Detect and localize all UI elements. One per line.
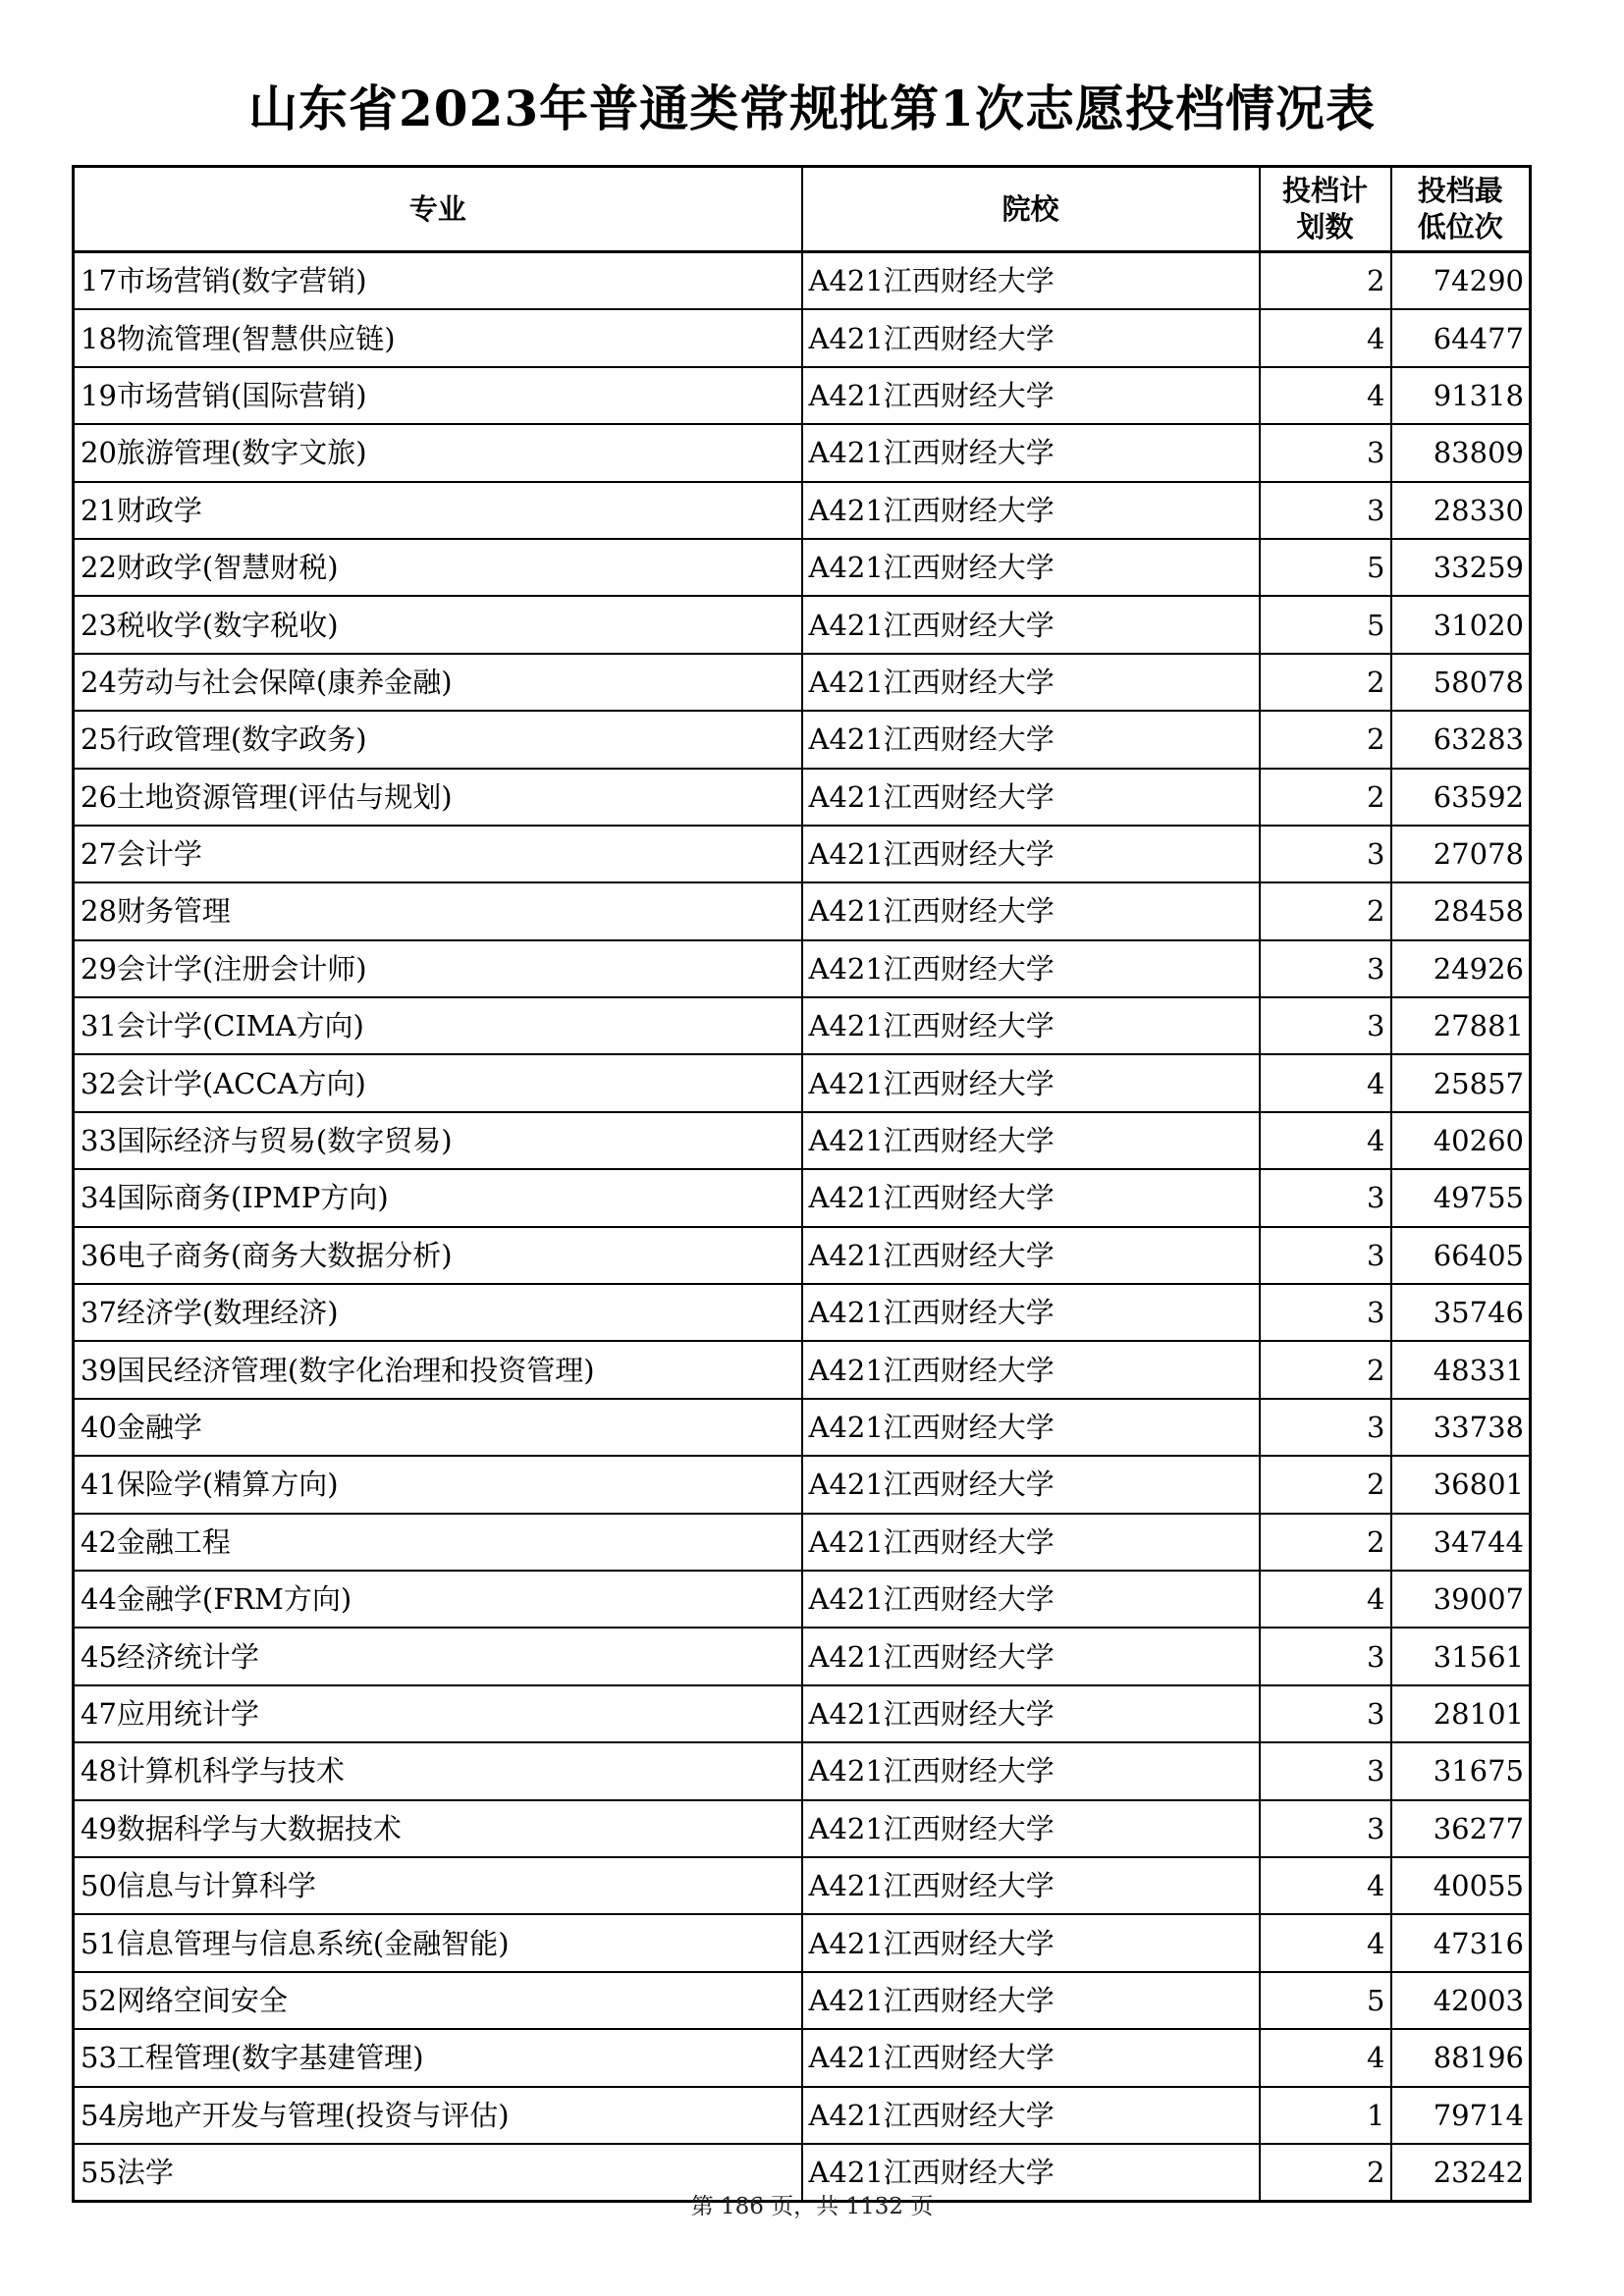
min-rank-cell: 25857 xyxy=(1391,1054,1531,1111)
major-cell: 23税收学(数字税收) xyxy=(74,596,802,653)
plan-count-cell: 3 xyxy=(1260,826,1391,882)
min-rank-cell: 34744 xyxy=(1391,1514,1531,1571)
major-cell: 44金融学(FRM方向) xyxy=(74,1571,802,1628)
min-rank-cell: 91318 xyxy=(1391,367,1531,424)
min-rank-cell: 48331 xyxy=(1391,1341,1531,1398)
min-rank-cell: 66405 xyxy=(1391,1227,1531,1284)
major-cell: 27会计学 xyxy=(74,826,802,882)
header-major: 专业 xyxy=(74,167,802,252)
school-cell: A421江西财经大学 xyxy=(802,1914,1260,1971)
header-school: 院校 xyxy=(802,167,1260,252)
header-rank-line1: 投档最 xyxy=(1417,174,1503,207)
table-row xyxy=(74,1914,1531,1971)
table-row xyxy=(74,424,1531,481)
school-cell: A421江西财经大学 xyxy=(802,1456,1260,1513)
plan-count-cell: 3 xyxy=(1260,1169,1391,1226)
table-row xyxy=(74,826,1531,882)
plan-count-cell: 4 xyxy=(1260,1914,1391,1971)
table-body xyxy=(74,252,1531,2202)
header-plan-line1: 投档计 xyxy=(1281,174,1368,207)
header-rank-line2: 低位次 xyxy=(1417,210,1503,243)
major-cell: 48计算机科学与技术 xyxy=(74,1742,802,1799)
school-cell: A421江西财经大学 xyxy=(802,1571,1260,1628)
major-cell: 49数据科学与大数据技术 xyxy=(74,1800,802,1857)
major-cell: 28财务管理 xyxy=(74,882,802,939)
school-cell: A421江西财经大学 xyxy=(802,2029,1260,2086)
major-cell: 45经济统计学 xyxy=(74,1628,802,1684)
min-rank-cell: 36801 xyxy=(1391,1456,1531,1513)
plan-count-cell: 3 xyxy=(1260,1800,1391,1857)
school-cell: A421江西财经大学 xyxy=(802,1054,1260,1111)
major-cell: 22财政学(智慧财税) xyxy=(74,539,802,596)
major-cell: 42金融工程 xyxy=(74,1514,802,1571)
table-header xyxy=(74,167,1531,252)
min-rank-cell: 28458 xyxy=(1391,882,1531,939)
plan-count-cell: 3 xyxy=(1260,424,1391,481)
school-cell: A421江西财经大学 xyxy=(802,654,1260,711)
table-row xyxy=(74,1685,1531,1742)
min-rank-cell: 64477 xyxy=(1391,309,1531,366)
school-cell: A421江西财经大学 xyxy=(802,826,1260,882)
min-rank-cell: 58078 xyxy=(1391,654,1531,711)
plan-count-cell: 3 xyxy=(1260,1742,1391,1799)
plan-count-cell: 2 xyxy=(1260,2144,1391,2202)
min-rank-cell: 47316 xyxy=(1391,1914,1531,1971)
table-row xyxy=(74,2029,1531,2086)
table-row xyxy=(74,1742,1531,1799)
table-row xyxy=(74,654,1531,711)
school-cell: A421江西财经大学 xyxy=(802,1341,1260,1398)
min-rank-cell: 35746 xyxy=(1391,1284,1531,1341)
school-cell: A421江西财经大学 xyxy=(802,596,1260,653)
plan-count-cell: 5 xyxy=(1260,596,1391,653)
table-row xyxy=(74,1857,1531,1914)
page-number-footer: 第 186 页，共 1132 页 xyxy=(690,2194,934,2219)
major-cell: 50信息与计算科学 xyxy=(74,1857,802,1914)
plan-count-cell: 2 xyxy=(1260,711,1391,768)
table-row xyxy=(74,1628,1531,1684)
table-row xyxy=(74,539,1531,596)
min-rank-cell: 40260 xyxy=(1391,1112,1531,1169)
plan-count-cell: 2 xyxy=(1260,1456,1391,1513)
min-rank-cell: 31020 xyxy=(1391,596,1531,653)
major-cell: 18物流管理(智慧供应链) xyxy=(74,309,802,366)
table-row xyxy=(74,997,1531,1054)
table-row xyxy=(74,940,1531,997)
school-cell: A421江西财经大学 xyxy=(802,1284,1260,1341)
school-cell: A421江西财经大学 xyxy=(802,1399,1260,1456)
table-row xyxy=(74,1169,1531,1226)
major-cell: 33国际经济与贸易(数字贸易) xyxy=(74,1112,802,1169)
min-rank-cell: 36277 xyxy=(1391,1800,1531,1857)
major-cell: 47应用统计学 xyxy=(74,1685,802,1742)
plan-count-cell: 2 xyxy=(1260,882,1391,939)
major-cell: 36电子商务(商务大数据分析) xyxy=(74,1227,802,1284)
major-cell: 39国民经济管理(数字化治理和投资管理) xyxy=(74,1341,802,1398)
min-rank-cell: 24926 xyxy=(1391,940,1531,997)
plan-count-cell: 4 xyxy=(1260,1571,1391,1628)
plan-count-cell: 2 xyxy=(1260,252,1391,310)
school-cell: A421江西财经大学 xyxy=(802,367,1260,424)
min-rank-cell: 27881 xyxy=(1391,997,1531,1054)
school-cell: A421江西财经大学 xyxy=(802,1857,1260,1914)
major-cell: 55法学 xyxy=(74,2144,802,2202)
plan-count-cell: 3 xyxy=(1260,482,1391,539)
plan-count-cell: 2 xyxy=(1260,654,1391,711)
school-cell: A421江西财经大学 xyxy=(802,997,1260,1054)
major-cell: 20旅游管理(数字文旅) xyxy=(74,424,802,481)
plan-count-cell: 2 xyxy=(1260,1341,1391,1398)
plan-count-cell: 4 xyxy=(1260,367,1391,424)
min-rank-cell: 42003 xyxy=(1391,1972,1531,2029)
min-rank-cell: 88196 xyxy=(1391,2029,1531,2086)
major-cell: 26土地资源管理(评估与规划) xyxy=(74,769,802,826)
major-cell: 51信息管理与信息系统(金融智能) xyxy=(74,1914,802,1971)
major-cell: 29会计学(注册会计师) xyxy=(74,940,802,997)
plan-count-cell: 3 xyxy=(1260,940,1391,997)
table-row xyxy=(74,1341,1531,1398)
plan-count-cell: 4 xyxy=(1260,1112,1391,1169)
major-cell: 37经济学(数理经济) xyxy=(74,1284,802,1341)
admission-table xyxy=(72,165,1532,2203)
plan-count-cell: 4 xyxy=(1260,309,1391,366)
plan-count-cell: 3 xyxy=(1260,1284,1391,1341)
min-rank-cell: 23242 xyxy=(1391,2144,1531,2202)
major-cell: 25行政管理(数字政务) xyxy=(74,711,802,768)
min-rank-cell: 28330 xyxy=(1391,482,1531,539)
school-cell: A421江西财经大学 xyxy=(802,711,1260,768)
min-rank-cell: 31561 xyxy=(1391,1628,1531,1684)
table-row xyxy=(74,596,1531,653)
table-row xyxy=(74,1054,1531,1111)
table-row xyxy=(74,882,1531,939)
min-rank-cell: 49755 xyxy=(1391,1169,1531,1226)
page-title: 山东省2023年普通类常规批第1次志愿投档情况表 xyxy=(248,80,1376,137)
min-rank-cell: 79714 xyxy=(1391,2087,1531,2144)
school-cell: A421江西财经大学 xyxy=(802,2087,1260,2144)
school-cell: A421江西财经大学 xyxy=(802,539,1260,596)
table-row xyxy=(74,1800,1531,1857)
table-row xyxy=(74,1456,1531,1513)
plan-count-cell: 2 xyxy=(1260,769,1391,826)
major-cell: 34国际商务(IPMP方向) xyxy=(74,1169,802,1226)
min-rank-cell: 28101 xyxy=(1391,1685,1531,1742)
plan-count-cell: 5 xyxy=(1260,1972,1391,2029)
school-cell: A421江西财经大学 xyxy=(802,1685,1260,1742)
plan-count-cell: 5 xyxy=(1260,539,1391,596)
school-cell: A421江西财经大学 xyxy=(802,2144,1260,2202)
table-row xyxy=(74,1112,1531,1169)
table-row xyxy=(74,1399,1531,1456)
min-rank-cell: 74290 xyxy=(1391,252,1531,310)
plan-count-cell: 3 xyxy=(1260,1399,1391,1456)
school-cell: A421江西财经大学 xyxy=(802,769,1260,826)
school-cell: A421江西财经大学 xyxy=(802,1169,1260,1226)
school-cell: A421江西财经大学 xyxy=(802,882,1260,939)
plan-count-cell: 3 xyxy=(1260,1227,1391,1284)
min-rank-cell: 31675 xyxy=(1391,1742,1531,1799)
school-cell: A421江西财经大学 xyxy=(802,424,1260,481)
table-row xyxy=(74,1514,1531,1571)
school-cell: A421江西财经大学 xyxy=(802,252,1260,310)
school-cell: A421江西财经大学 xyxy=(802,1112,1260,1169)
table-row xyxy=(74,252,1531,310)
min-rank-cell: 40055 xyxy=(1391,1857,1531,1914)
school-cell: A421江西财经大学 xyxy=(802,1227,1260,1284)
table-row xyxy=(74,2087,1531,2144)
table-row xyxy=(74,1227,1531,1284)
plan-count-cell: 3 xyxy=(1260,997,1391,1054)
table-row xyxy=(74,1972,1531,2029)
plan-count-cell: 4 xyxy=(1260,2029,1391,2086)
plan-count-cell: 1 xyxy=(1260,2087,1391,2144)
major-cell: 54房地产开发与管理(投资与评估) xyxy=(74,2087,802,2144)
school-cell: A421江西财经大学 xyxy=(802,1514,1260,1571)
min-rank-cell: 27078 xyxy=(1391,826,1531,882)
major-cell: 19市场营销(国际营销) xyxy=(74,367,802,424)
plan-count-cell: 2 xyxy=(1260,1514,1391,1571)
table-row xyxy=(74,1284,1531,1341)
min-rank-cell: 63283 xyxy=(1391,711,1531,768)
min-rank-cell: 33259 xyxy=(1391,539,1531,596)
plan-count-cell: 4 xyxy=(1260,1054,1391,1111)
min-rank-cell: 39007 xyxy=(1391,1571,1531,1628)
major-cell: 24劳动与社会保障(康养金融) xyxy=(74,654,802,711)
table-row xyxy=(74,711,1531,768)
table-row xyxy=(74,769,1531,826)
major-cell: 32会计学(ACCA方向) xyxy=(74,1054,802,1111)
major-cell: 17市场营销(数字营销) xyxy=(74,252,802,310)
plan-count-cell: 4 xyxy=(1260,1857,1391,1914)
min-rank-cell: 83809 xyxy=(1391,424,1531,481)
table-row xyxy=(74,367,1531,424)
major-cell: 52网络空间安全 xyxy=(74,1972,802,2029)
table-row xyxy=(74,309,1531,366)
school-cell: A421江西财经大学 xyxy=(802,1742,1260,1799)
major-cell: 21财政学 xyxy=(74,482,802,539)
min-rank-cell: 33738 xyxy=(1391,1399,1531,1456)
school-cell: A421江西财经大学 xyxy=(802,482,1260,539)
plan-count-cell: 3 xyxy=(1260,1628,1391,1684)
table-row xyxy=(74,1571,1531,1628)
header-min-rank xyxy=(1391,167,1531,252)
major-cell: 40金融学 xyxy=(74,1399,802,1456)
major-cell: 31会计学(CIMA方向) xyxy=(74,997,802,1054)
school-cell: A421江西财经大学 xyxy=(802,1800,1260,1857)
major-cell: 53工程管理(数字基建管理) xyxy=(74,2029,802,2086)
header-plan-count xyxy=(1260,167,1391,252)
header-plan-line2: 划数 xyxy=(1296,210,1354,243)
school-cell: A421江西财经大学 xyxy=(802,309,1260,366)
major-cell: 41保险学(精算方向) xyxy=(74,1456,802,1513)
school-cell: A421江西财经大学 xyxy=(802,940,1260,997)
school-cell: A421江西财经大学 xyxy=(802,1972,1260,2029)
plan-count-cell: 3 xyxy=(1260,1685,1391,1742)
header-row xyxy=(74,167,1531,252)
school-cell: A421江西财经大学 xyxy=(802,1628,1260,1684)
min-rank-cell: 63592 xyxy=(1391,769,1531,826)
table-row xyxy=(74,482,1531,539)
